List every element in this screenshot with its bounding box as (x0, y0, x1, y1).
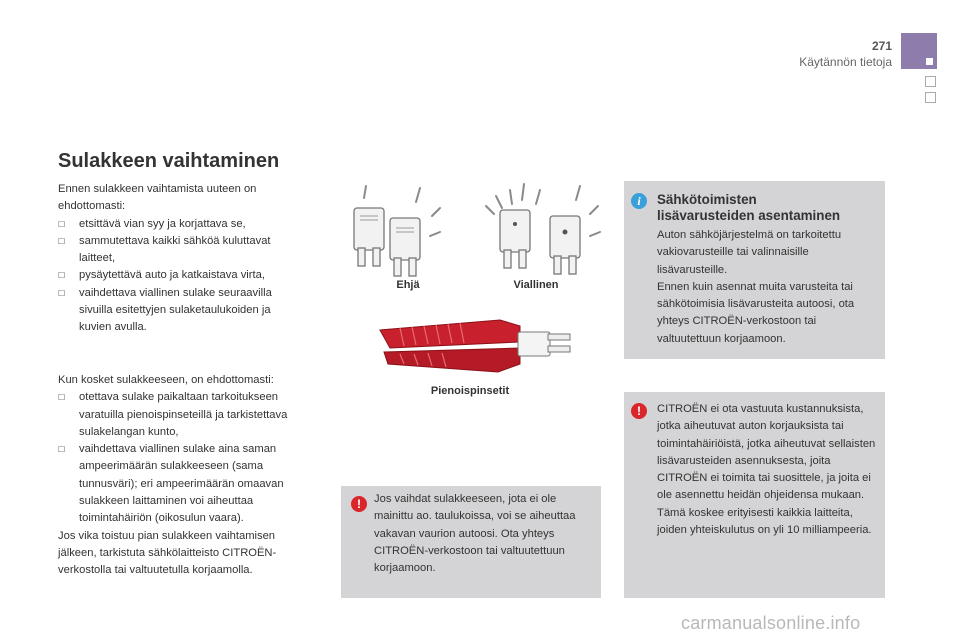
fuse-illustration (340, 180, 610, 280)
intro-list (58, 216, 294, 337)
tweezers-label: Pienoispinsetit (430, 385, 510, 397)
page-title: Sulakkeen vaihtaminen (58, 150, 280, 172)
warning-text: CITROËN ei ota vastuuta kustannuksista, jotka aiheutuvat auton korjauksista tai toimintahäiriöistä, jotka aiheutuvat sellaisten lisävarusteiden asennuksesta, joita CITROËN ei toimita tai suosittele, ja joita ei ole asennettu heidän ohjeidensa mukaan. Tämä koskee erityisesti kaikkia laitteita, joiden yhteiskulutus on yli 10 milliampeeria. (657, 403, 876, 537)
fuse-blown-label: Viallinen (513, 279, 559, 291)
warning-icon: ! (631, 403, 647, 419)
info-heading-line: Sähkötoimisten (657, 192, 757, 207)
tweezers-illustration (370, 318, 580, 378)
list-item: ☐ etsittävä vian syy ja korjattava se, (58, 216, 294, 233)
page-number: 271 (871, 39, 892, 53)
info-box-accessories (624, 181, 885, 359)
watermark: carmanualsonline.info (681, 613, 861, 633)
warning-icon: ! (351, 496, 367, 512)
info-heading (657, 192, 879, 224)
warning-box-fuse-rating (341, 486, 601, 598)
info-heading-line: lisävarusteiden asentaminen (657, 208, 841, 223)
closing-text: Jos vika toistuu pian sulakkeen vaihtamisen jälkeen, tarkistuta sähkölaitteisto CITROËN-verkostolla tai valtuutetulla korjaamolla. (58, 529, 277, 577)
intro-text: Ennen sulakkeen vaihtamista uuteen on ehdottomasti: (58, 183, 257, 213)
list-item: ☐ pysäytettävä auto ja katkaistava virta, (58, 267, 294, 284)
info-paragraph: Ennen kuin asennat muita varusteita tai sähkötoimisia lisävarusteita autoosi, ota yhteys CITROËN-verkostoon tai valtuutettuun korjaamoon. (657, 280, 855, 345)
section-title: Käytännön tietoja (799, 55, 892, 69)
list-item: ☐ vaihdettava viallinen sulake aina saman ampeerimäärän sulakkeeseen (sama tunnusväri); eri ampeerimäärän omaavan sulakkeen laittaminen voi aiheuttaa toimintahäiriön (oikosulun vaara). (58, 441, 312, 527)
warning-box-liability (624, 392, 885, 598)
access-list (58, 389, 312, 527)
intro-section (58, 181, 294, 337)
list-item: ☐ vaihdettava viallinen sulake seuraavilla sivuilla esitettyjen sulaketaulukoiden ja kuvien avulla. (58, 285, 294, 337)
chapter-tab[interactable] (925, 76, 936, 87)
info-text (657, 227, 879, 348)
access-section (58, 372, 312, 580)
info-icon: i (631, 193, 647, 209)
list-item: ☐ otettava sulake paikaltaan tarkoitukseen varatuilla pienoispinseteillä ja tarkistettava sulakelangan kunto, (58, 389, 312, 441)
access-text: Kun kosket sulakkeeseen, on ehdottomasti: (58, 374, 274, 386)
info-paragraph: Auton sähköjärjestelmä on tarkoitettu vakiovarusteille tai valinnaisille lisävarusteille. (657, 229, 842, 276)
fuse-ok-label: Ehjä (396, 279, 420, 291)
chapter-tab[interactable] (925, 92, 936, 103)
chapter-tab-active[interactable] (901, 33, 937, 69)
warning-text: Jos vaihdat sulakkeeseen, jota ei ole mainittu ao. taulukoissa, voi se aiheuttaa vakavan vaurion autoosi. Ota yhteys CITROËN-verkostoon tai valtuutettuun korjaamoon. (374, 493, 576, 575)
list-item: ☐ sammutettava kaikki sähköä kuluttavat laitteet, (58, 233, 294, 268)
